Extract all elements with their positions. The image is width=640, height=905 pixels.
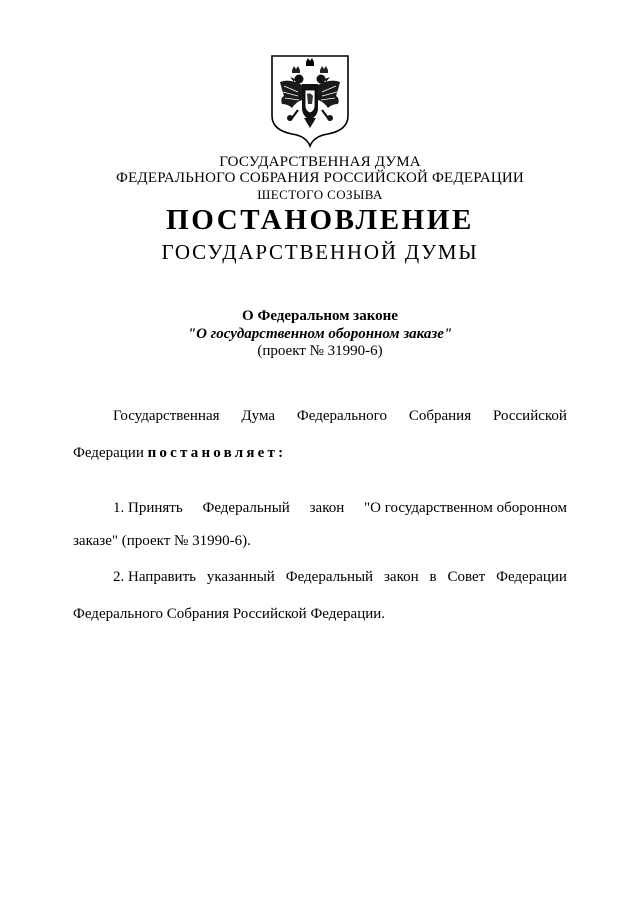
- resolution-word: Дума: [241, 408, 276, 424]
- resolution-line-1: [113, 407, 567, 425]
- item-1-line-1: [113, 499, 567, 517]
- document-title: ПОСТАНОВЛЕНИЕ: [166, 204, 474, 236]
- item-2-line-1: [113, 568, 567, 586]
- convocation-line: ШЕСТОГО СОЗЫВА: [257, 187, 383, 202]
- subject-line-1: О Федеральном законе: [242, 308, 398, 324]
- resolution-line-2-start: Федерации: [73, 445, 144, 461]
- subject-project-number: (проект № 31990-6): [257, 343, 383, 359]
- resolution-word: Собрания: [408, 408, 472, 424]
- item-2-word: Федерации: [496, 569, 567, 585]
- resolution-line-2: [73, 444, 286, 462]
- item-2-word: Совет: [447, 569, 486, 585]
- item-2-word: указанный: [206, 569, 275, 585]
- org-name-line-1: ГОСУДАРСТВЕННАЯ ДУМА: [219, 154, 421, 170]
- item-2-line-2: Федерального Собрания Российской Федерации.: [73, 606, 386, 622]
- resolution-word: Государственная: [113, 408, 220, 424]
- item-2-word: закон: [383, 569, 419, 585]
- item-1-word: закон: [309, 500, 345, 516]
- coat-of-arms-emblem: [268, 52, 352, 148]
- item-2-word: 2. Направить: [113, 569, 196, 585]
- subject-law-title: "О государственном оборонном заказе": [187, 326, 453, 342]
- item-2-word: в: [429, 569, 437, 585]
- resolution-word: Российской: [493, 408, 567, 424]
- org-name-line-2: ФЕДЕРАЛЬНОГО СОБРАНИЯ РОССИЙСКОЙ ФЕДЕРАЦИИ: [116, 170, 524, 186]
- item-1-line-2: заказе" (проект № 31990-6).: [73, 533, 251, 549]
- resolution-word: Федерального: [296, 408, 387, 424]
- item-1-word: "О государственном оборонном: [364, 500, 567, 516]
- document-subtitle: ГОСУДАРСТВЕННОЙ ДУМЫ: [161, 240, 479, 264]
- item-2-word: Федеральный: [285, 569, 374, 585]
- item-1-word: Федеральный: [202, 500, 290, 516]
- resolution-verb: постановляет:: [147, 445, 287, 461]
- item-1-word: 1. Принять: [113, 500, 183, 516]
- double-headed-eagle-icon: [268, 52, 352, 148]
